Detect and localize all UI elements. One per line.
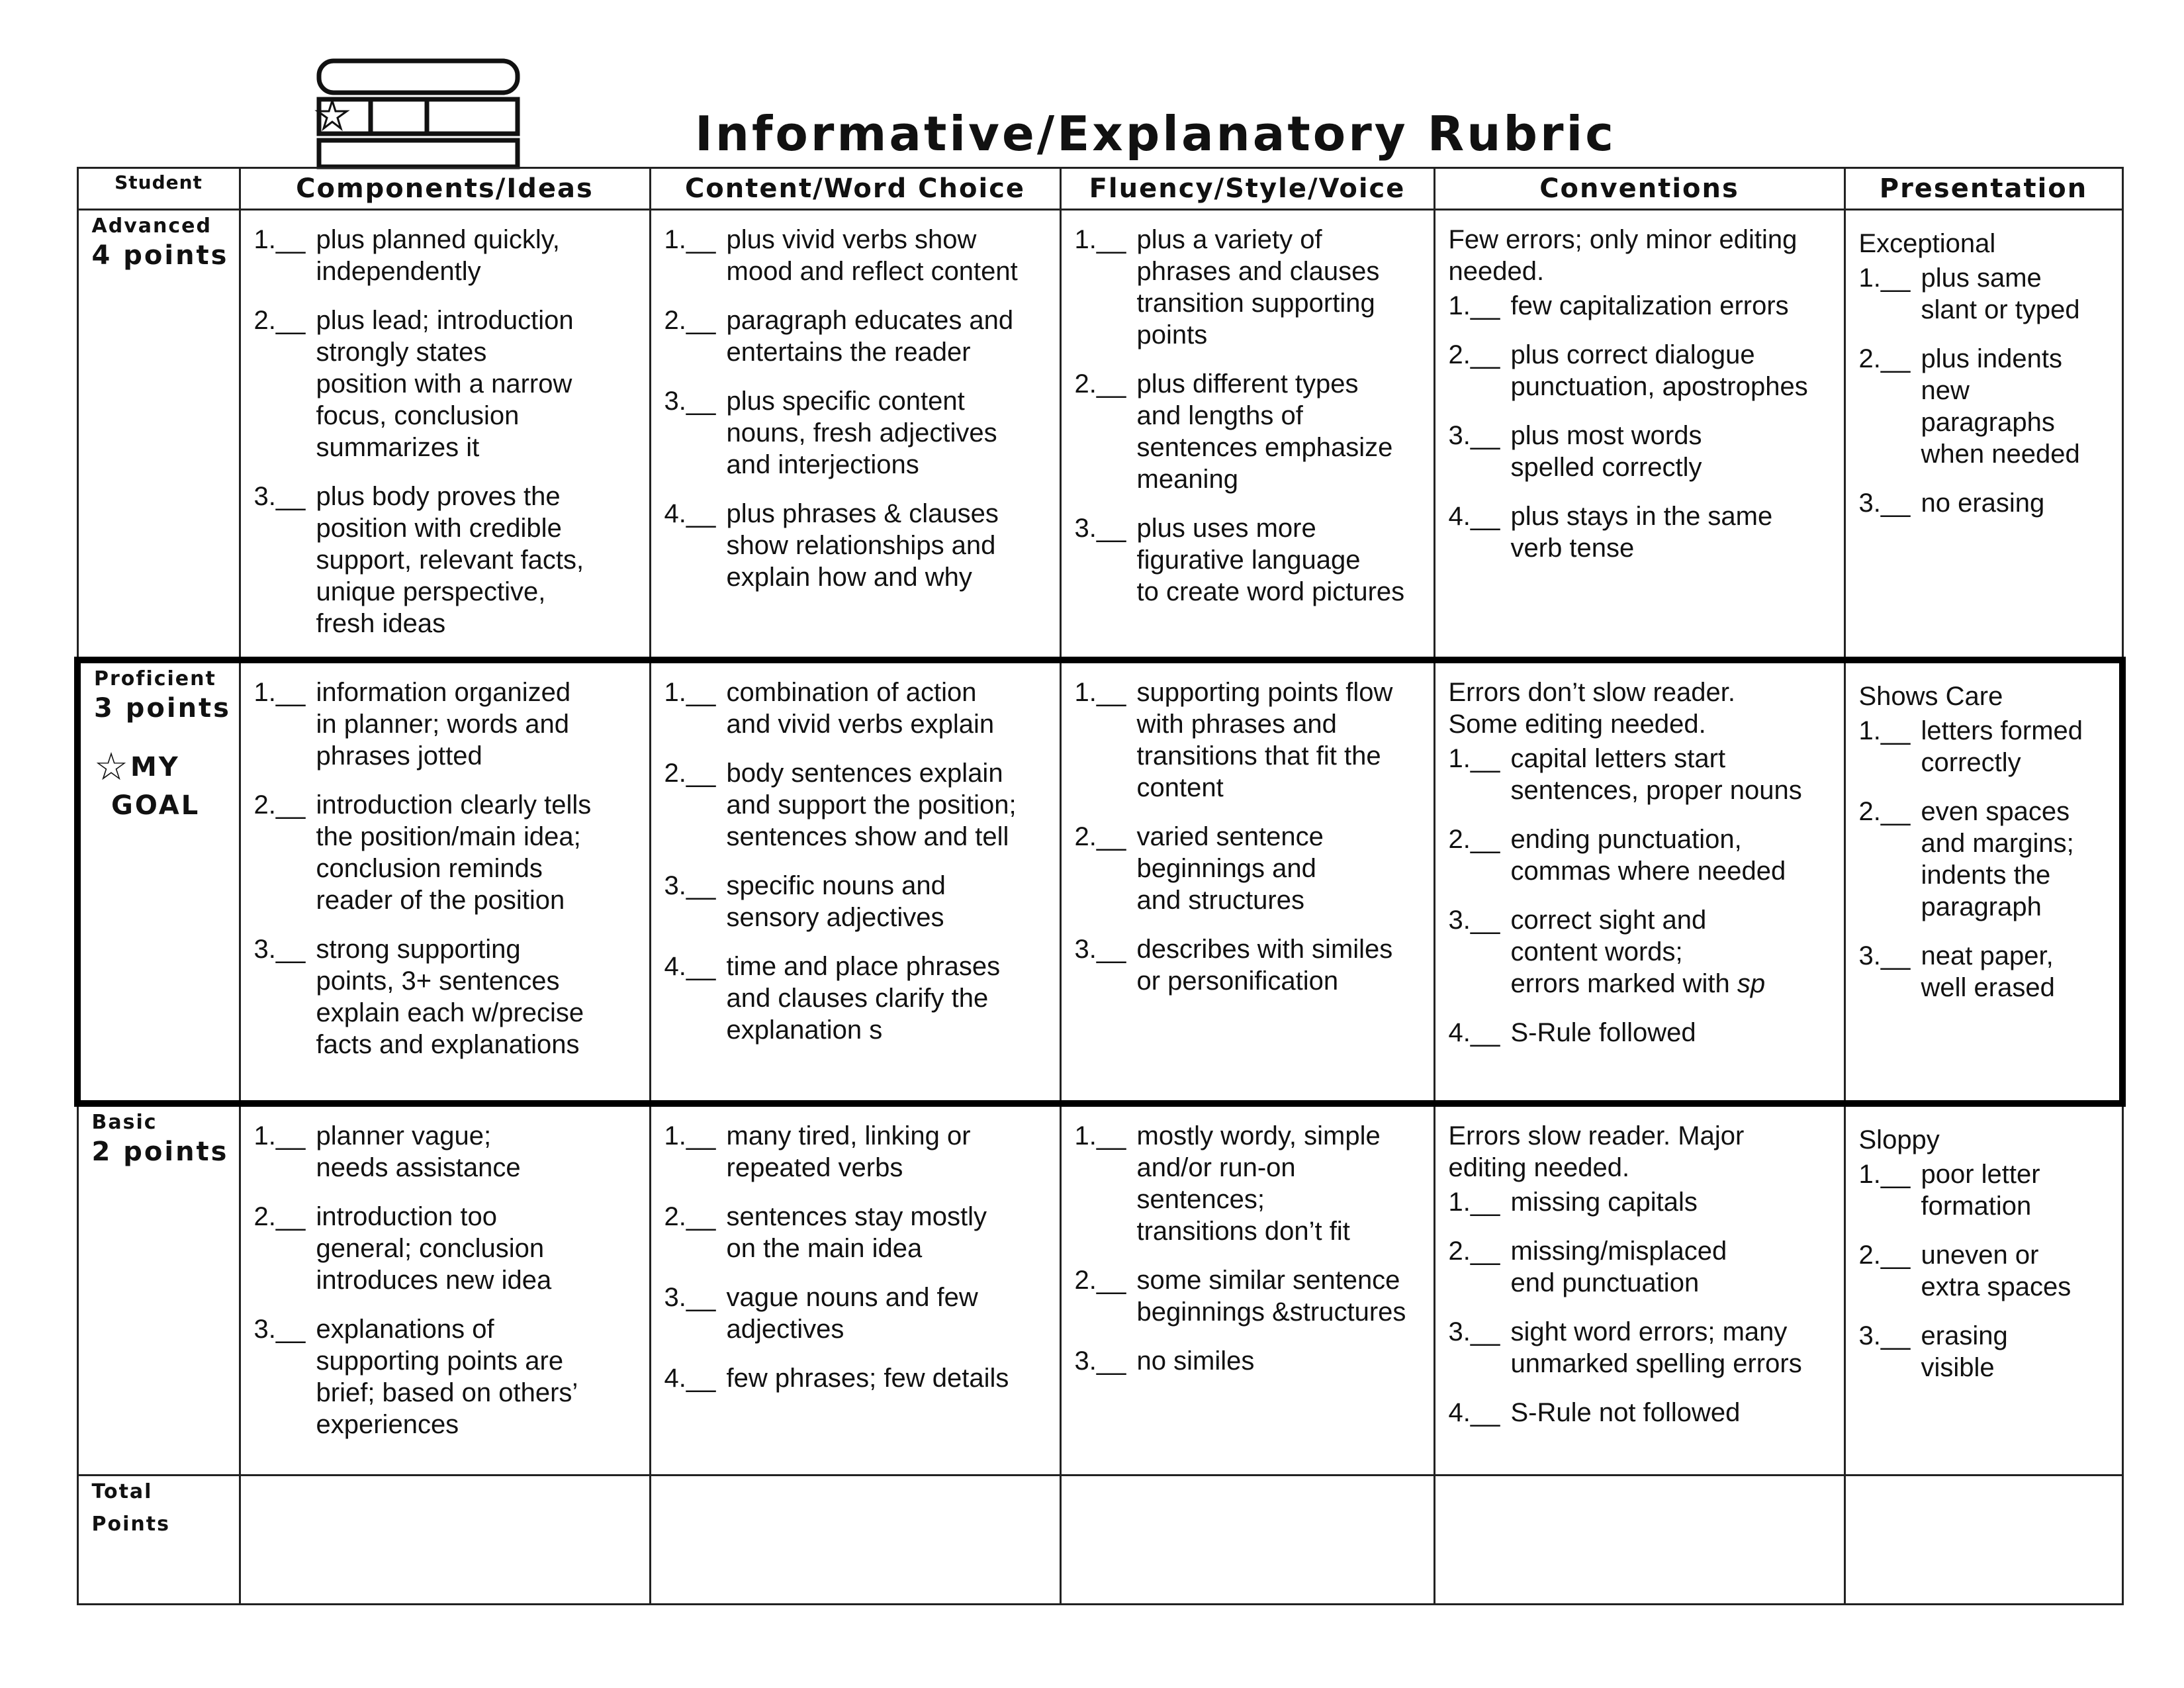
- criterion-checkbox-blank[interactable]: 3.__: [253, 935, 306, 964]
- criterion-checkbox-blank[interactable]: 1.__: [253, 678, 306, 707]
- criterion-text: no similes: [1136, 1346, 1255, 1376]
- criterion-item: [1859, 940, 2107, 1004]
- criterion-text: neat paper, well erased: [1921, 941, 2055, 1002]
- criterion-text: specific nouns and sensory adjectives: [726, 871, 946, 932]
- level-description: Sloppy: [1858, 1125, 1940, 1154]
- criterion-checkbox-blank[interactable]: 2.__: [1074, 822, 1126, 851]
- criterion-text: S-Rule followed: [1510, 1018, 1696, 1047]
- criterion-text: poor letter formation: [1921, 1160, 2040, 1221]
- criterion-item: [1449, 500, 1831, 564]
- criterion-item: [1859, 715, 2107, 778]
- criterion-checkbox-blank[interactable]: 1.__: [1074, 678, 1126, 707]
- criterion-text: plus a variety of phrases and clauses transition supporting points: [1136, 225, 1380, 350]
- criterion-text: few capitalization errors: [1510, 291, 1789, 320]
- level-name: Basic: [91, 1111, 158, 1134]
- criterion-text: plus specific content nouns, fresh adjectives and interjections: [726, 387, 997, 479]
- criterion-item: [254, 1120, 636, 1184]
- star-icon: ☆: [94, 744, 130, 789]
- level-points: 3 points: [94, 693, 231, 724]
- criterion-checkbox-blank[interactable]: 2.__: [664, 759, 716, 788]
- criterion-item: [1449, 290, 1831, 322]
- criterion-checkbox-blank[interactable]: 2.__: [1074, 369, 1126, 399]
- criterion-text: combination of action and vivid verbs explain: [726, 678, 995, 739]
- criterion-item: [1859, 796, 2107, 923]
- criterion-text: sight word errors; many unmarked spelling errors: [1510, 1317, 1802, 1378]
- criterion-text: introduction clearly tells the position/main idea; conclusion reminds reader of the position: [316, 790, 592, 915]
- criterion-text: plus indents new paragraphs when needed: [1921, 344, 2080, 469]
- criterion-text: plus same slant or typed: [1921, 263, 2080, 324]
- criterion-text: information organized in planner; words and phrases jotted: [316, 678, 571, 771]
- criterion-text: plus uses more figurative language to create word pictures: [1136, 514, 1405, 606]
- criterion-item: [664, 757, 1046, 853]
- level-description: Exceptional: [1858, 229, 1996, 258]
- criterion-text: plus phrases & clauses show relationships and explain how and why: [726, 499, 999, 592]
- criterion-text: few phrases; few details: [726, 1364, 1009, 1393]
- criterion-item: [1449, 1186, 1831, 1218]
- level-points: 2 points: [91, 1137, 229, 1167]
- criterion-text: explanations of supporting points are brief; based on others’ experiences: [316, 1315, 578, 1439]
- criterion-checkbox-blank[interactable]: 2.__: [253, 790, 306, 820]
- basic-row: [77, 1103, 2122, 1476]
- criterion-item: [1075, 368, 1420, 495]
- criterion-item: [1075, 677, 1420, 804]
- level-description: Errors slow reader. Major editing needed.: [1448, 1121, 1745, 1182]
- advanced-row: [77, 210, 2122, 661]
- criterion-checkbox-blank[interactable]: 3.__: [1074, 935, 1126, 964]
- criterion-checkbox-blank[interactable]: 2.__: [1858, 1241, 1911, 1270]
- content-cell: [650, 210, 1060, 661]
- criterion-text: missing capitals: [1510, 1188, 1698, 1217]
- criterion-text: ending punctuation, commas where needed: [1510, 825, 1786, 886]
- level-points: 4 points: [91, 240, 229, 271]
- logo-icon: [311, 58, 529, 171]
- total-points-cell[interactable]: [1434, 1476, 1844, 1605]
- header-row: [77, 168, 2122, 210]
- total-points-row: [77, 1476, 2122, 1605]
- total-points-cell[interactable]: [650, 1476, 1060, 1605]
- level-description: Errors don’t slow reader. Some editing needed.: [1448, 678, 1736, 739]
- total-points-cell[interactable]: [1844, 1476, 2122, 1605]
- criterion-item: [664, 870, 1046, 933]
- criterion-item: [1449, 743, 1831, 806]
- criterion-checkbox-blank[interactable]: 4.__: [664, 952, 716, 981]
- criterion-text: missing/misplaced end punctuation: [1510, 1237, 1727, 1297]
- fluency-cell: [1060, 1103, 1434, 1476]
- criterion-item: [664, 305, 1046, 368]
- criterion-item: [1075, 1120, 1420, 1247]
- criterion-text: supporting points flow with phrases and transitions that fit the content: [1136, 678, 1393, 802]
- criterion-item: [1449, 420, 1831, 483]
- presentation-cell: [1844, 210, 2122, 661]
- conventions-cell: [1434, 210, 1844, 661]
- criterion-item: [1449, 1316, 1831, 1380]
- criterion-text: introduction too general; conclusion introduces new idea: [316, 1202, 552, 1295]
- proficient-row: [77, 660, 2122, 1103]
- presentation-cell: [1844, 1103, 2122, 1476]
- level-cell: [77, 210, 240, 661]
- criterion-checkbox-blank[interactable]: 3.__: [253, 1315, 306, 1344]
- rubric-table: [74, 167, 2126, 1605]
- criterion-text: plus correct dialogue punctuation, apostrophes: [1510, 340, 1808, 401]
- components-cell: [240, 1103, 650, 1476]
- criterion-item: [664, 498, 1046, 593]
- criterion-text: plus body proves the position with credible support, relevant facts, unique perspective, fresh ideas: [316, 482, 584, 638]
- criterion-checkbox-blank[interactable]: 3.__: [1448, 1317, 1500, 1346]
- criterion-text: describes with similes or personification: [1136, 935, 1393, 996]
- criterion-item: [1449, 1235, 1831, 1299]
- criterion-checkbox-blank[interactable]: 3.__: [664, 871, 716, 900]
- fluency-cell: [1060, 660, 1434, 1103]
- criterion-text: plus different types and lengths of sentences emphasize meaning: [1136, 369, 1393, 494]
- criterion-item: [254, 305, 636, 463]
- criterion-checkbox-blank[interactable]: 3.__: [664, 387, 716, 416]
- criterion-item: [254, 933, 636, 1060]
- criterion-item: [664, 1282, 1046, 1345]
- criterion-item: [1075, 1345, 1420, 1377]
- criterion-checkbox-blank[interactable]: 3.__: [664, 1283, 716, 1312]
- criterion-checkbox-blank[interactable]: 2.__: [664, 1202, 716, 1231]
- criterion-text: body sentences explain and support the position; sentences show and tell: [726, 759, 1017, 851]
- criterion-checkbox-blank[interactable]: 4.__: [1448, 1398, 1500, 1427]
- criterion-checkbox-blank[interactable]: 2.__: [1858, 797, 1911, 826]
- fluency-cell: [1060, 210, 1434, 661]
- criterion-item: [254, 1201, 636, 1296]
- criterion-checkbox-blank[interactable]: 1.__: [1448, 1188, 1500, 1217]
- criterion-checkbox-blank[interactable]: 4.__: [1448, 502, 1500, 531]
- criterion-text: letters formed correctly: [1921, 716, 2083, 777]
- criterion-item: [664, 1362, 1046, 1394]
- components-cell: [240, 210, 650, 661]
- criterion-checkbox-blank[interactable]: 1.__: [1074, 225, 1126, 254]
- criterion-item: [664, 224, 1046, 287]
- criterion-checkbox-blank[interactable]: 2.__: [1074, 1266, 1126, 1295]
- criterion-checkbox-blank[interactable]: 3.__: [1448, 421, 1500, 450]
- criterion-item: [1075, 512, 1420, 608]
- criterion-text: mostly wordy, simple and/or run-on sentences; transitions don’t fit: [1136, 1121, 1381, 1246]
- criterion-item: [254, 677, 636, 772]
- criterion-text: sentences stay mostly on the main idea: [726, 1202, 987, 1263]
- criterion-item: [1859, 487, 2109, 519]
- criterion-text: paragraph educates and entertains the reader: [726, 306, 1014, 367]
- criterion-item: [1075, 821, 1420, 916]
- level-name: Advanced: [91, 214, 212, 238]
- criterion-checkbox-blank[interactable]: 3.__: [1448, 906, 1500, 935]
- content-cell: [650, 1103, 1060, 1476]
- criterion-checkbox-blank[interactable]: 1.__: [664, 678, 716, 707]
- components-cell: [240, 660, 650, 1103]
- criterion-item: [664, 1120, 1046, 1184]
- criterion-item: [254, 224, 636, 287]
- presentation-cell: [1844, 660, 2122, 1103]
- criterion-checkbox-blank[interactable]: 2.__: [1858, 344, 1911, 373]
- conventions-cell: [1434, 660, 1844, 1103]
- content-cell: [650, 660, 1060, 1103]
- criterion-item: [664, 1201, 1046, 1264]
- criterion-item: [664, 677, 1046, 740]
- criterion-item: [1859, 1158, 2109, 1222]
- criterion-checkbox-blank[interactable]: 1.__: [1858, 263, 1911, 293]
- criterion-checkbox-blank[interactable]: 3.__: [1858, 1321, 1911, 1350]
- criterion-checkbox-blank[interactable]: 1.__: [1858, 716, 1911, 745]
- criterion-checkbox-blank[interactable]: 4.__: [664, 499, 716, 528]
- criterion-checkbox-blank[interactable]: 1.__: [1448, 291, 1500, 320]
- criterion-text: time and place phrases and clauses clarify the explanation s: [726, 952, 1001, 1045]
- criterion-checkbox-blank[interactable]: 4.__: [664, 1364, 716, 1393]
- criterion-item: [664, 951, 1046, 1046]
- criterion-item: [1859, 1320, 2109, 1383]
- criterion-item: [1075, 224, 1420, 351]
- my-goal-label: ☆MY GOAL: [94, 744, 201, 821]
- criterion-text: varied sentence beginnings and and structures: [1136, 822, 1324, 915]
- criterion-checkbox-blank[interactable]: 1.__: [1074, 1121, 1126, 1150]
- criterion-checkbox-blank[interactable]: 2.__: [253, 1202, 306, 1231]
- criterion-checkbox-blank[interactable]: 2.__: [1448, 1237, 1500, 1266]
- criterion-item: [1449, 904, 1831, 1000]
- criterion-checkbox-blank[interactable]: 3.__: [1858, 489, 1911, 518]
- criterion-text: planner vague; needs assistance: [316, 1121, 521, 1182]
- criterion-checkbox-blank[interactable]: 2.__: [1448, 825, 1500, 854]
- criterion-text: S-Rule not followed: [1510, 1398, 1741, 1427]
- criterion-text: vague nouns and few adjectives: [726, 1283, 978, 1344]
- criterion-text: plus stays in the same verb tense: [1510, 502, 1773, 563]
- level-cell: [77, 1103, 240, 1476]
- criterion-checkbox-blank[interactable]: 1.__: [253, 1121, 306, 1150]
- criterion-item: [1075, 1264, 1420, 1328]
- criterion-text: plus most words spelled correctly: [1510, 421, 1702, 482]
- criterion-checkbox-blank[interactable]: 1.__: [664, 1121, 716, 1150]
- criterion-text: some similar sentence beginnings &structures: [1136, 1266, 1406, 1327]
- level-description: Shows Care: [1858, 682, 2003, 711]
- criterion-checkbox-blank[interactable]: 1.__: [253, 225, 306, 254]
- criterion-checkbox-blank[interactable]: 1.__: [664, 225, 716, 254]
- criterion-checkbox-blank[interactable]: 2.__: [253, 306, 306, 335]
- total-points-cell[interactable]: [240, 1476, 650, 1605]
- criterion-item: [664, 385, 1046, 481]
- criterion-checkbox-blank[interactable]: 3.__: [1074, 514, 1126, 543]
- total-points-label: Total Points: [77, 1476, 240, 1605]
- criterion-text: no erasing: [1921, 489, 2045, 518]
- criterion-item: [1449, 1397, 1831, 1429]
- criterion-text: plus planned quickly, independently: [316, 225, 560, 286]
- criterion-item: [254, 1313, 636, 1440]
- criterion-item: [1075, 933, 1420, 997]
- criterion-item: [1859, 1239, 2109, 1303]
- criterion-text: many tired, linking or repeated verbs: [726, 1121, 971, 1182]
- criterion-item: [254, 481, 636, 639]
- criterion-item: [1449, 823, 1831, 887]
- criterion-checkbox-blank[interactable]: 1.__: [1448, 744, 1500, 773]
- column-header: Presentation: [1844, 168, 2122, 210]
- criterion-text: correct sight and content words; errors marked with sp: [1510, 906, 1766, 998]
- criterion-checkbox-blank[interactable]: 3.__: [253, 482, 306, 511]
- criterion-text: plus vivid verbs show mood and reflect content: [726, 225, 1018, 286]
- criterion-checkbox-blank[interactable]: 2.__: [1448, 340, 1500, 369]
- criterion-item: [1859, 343, 2109, 470]
- criterion-text: strong supporting points, 3+ sentences explain each w/precise facts and explanations: [316, 935, 584, 1059]
- column-header: Content/Word Choice: [650, 168, 1060, 210]
- student-header: Student: [77, 168, 240, 210]
- criterion-item: [1449, 339, 1831, 402]
- criterion-item: [1449, 1017, 1831, 1049]
- criterion-text: capital letters start sentences, proper nouns: [1510, 744, 1802, 805]
- criterion-text: erasing visible: [1921, 1321, 2008, 1382]
- criterion-checkbox-blank[interactable]: 3.__: [1074, 1346, 1126, 1376]
- criterion-checkbox-blank[interactable]: 2.__: [664, 306, 716, 335]
- criterion-text: even spaces and margins; indents the paragraph: [1921, 797, 2074, 921]
- criterion-text: plus lead; introduction strongly states position with a narrow focus, conclusion summarizes it: [316, 306, 574, 462]
- column-header: Components/Ideas: [240, 168, 650, 210]
- level-description: Few errors; only minor editing needed.: [1448, 225, 1797, 286]
- criterion-item: [1859, 262, 2109, 326]
- level-name: Proficient: [94, 667, 216, 690]
- criterion-checkbox-blank[interactable]: 1.__: [1858, 1160, 1911, 1189]
- criterion-checkbox-blank[interactable]: 3.__: [1858, 941, 1911, 970]
- total-points-cell[interactable]: [1060, 1476, 1434, 1605]
- conventions-cell: [1434, 1103, 1844, 1476]
- criterion-checkbox-blank[interactable]: 4.__: [1448, 1018, 1500, 1047]
- page-title: Informative/Explanatory Rubric: [695, 106, 1616, 162]
- column-header: Fluency/Style/Voice: [1060, 168, 1434, 210]
- criterion-item: [254, 789, 636, 916]
- level-cell: [77, 660, 240, 1103]
- column-header: Conventions: [1434, 168, 1844, 210]
- criterion-text: uneven or extra spaces: [1921, 1241, 2071, 1301]
